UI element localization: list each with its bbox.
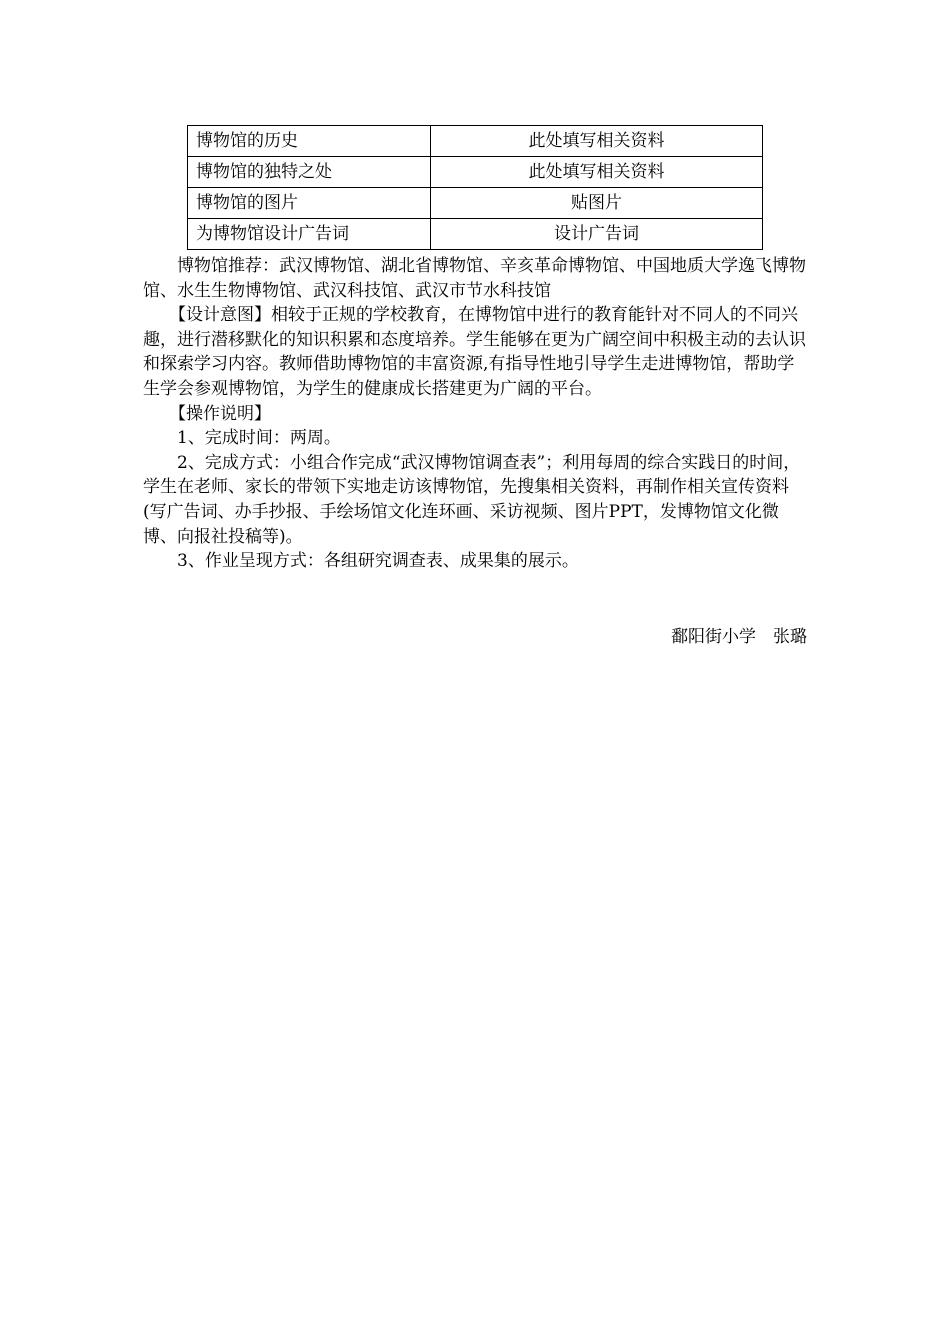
step-item: 3、作业呈现方式：各组研究调查表、成果集的展示。 <box>177 551 579 572</box>
table-cell-label: 博物馆的历史 <box>188 126 431 157</box>
table-row <box>188 157 763 188</box>
museum-recommendation: 博物馆推荐：武汉博物馆、湖北省博物馆、辛亥革命博物馆、中国地质大学逸飞博物馆、水生生物博物馆、武汉科技馆、武汉市节水科技馆 <box>143 256 806 301</box>
body-text <box>143 254 811 574</box>
table-cell-label: 博物馆的图片 <box>188 188 431 219</box>
table-row <box>188 219 763 250</box>
author-signature: 鄱阳街小学 张璐 <box>671 627 807 647</box>
table-cell-value: 此处填写相关资料 <box>431 126 763 157</box>
step-item: 2、完成方式：小组合作完成“武汉博物馆调查表”；利用每周的综合实践日的时间，学生在老师、家长的带领下实地走访该博物馆，先搜集相关资料，再制作相关宣传资料(写广告词、办手抄报、手绘场馆文化连环画、采访视频、图片PPT，发博物馆文化微博、向报社投稿等)。 <box>143 452 801 547</box>
table-cell-label: 博物馆的独特之处 <box>188 157 431 188</box>
table-cell-label: 为博物馆设计广告词 <box>188 219 431 250</box>
operation-heading: 【操作说明】 <box>169 403 271 424</box>
table-row <box>188 188 763 219</box>
step-item: 1、完成时间：两周。 <box>177 428 341 449</box>
museum-survey-table <box>187 125 763 250</box>
table-cell-value: 贴图片 <box>431 188 763 219</box>
table-cell-value: 此处填写相关资料 <box>431 157 763 188</box>
table-cell-value: 设计广告词 <box>431 219 763 250</box>
design-intent-paragraph: 【设计意图】相较于正规的学校教育，在博物馆中进行的教育能针对不同人的不同兴趣，进行潜移默化的知识积累和态度培养。学生能够在更为广阔空间中积极主动的去认识和探索学习内容。教师借助博物馆的丰富资源,有指导性地引导学生走进博物馆，帮助学生学会参观博物馆，为学生的健康成长搭建更为广阔的平台。 <box>143 305 806 399</box>
table-row <box>188 126 763 157</box>
